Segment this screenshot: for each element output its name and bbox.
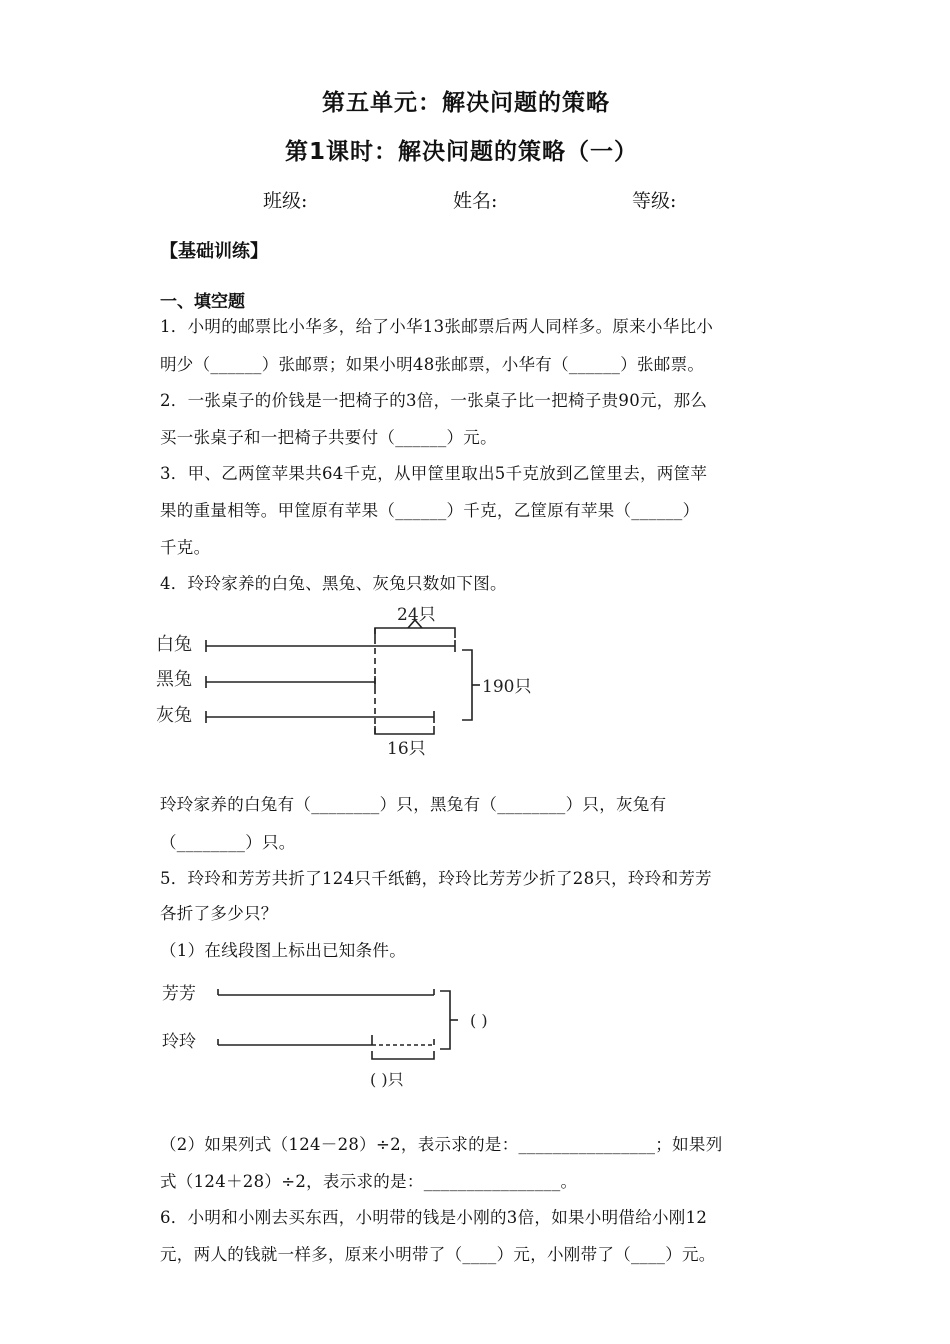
- bottom-brace: [375, 726, 434, 734]
- unit-title: 第五单元：解决问题的策略: [322, 90, 610, 116]
- q5-sub1: （1）在线段图上标出已知条件。: [160, 941, 406, 960]
- top-brace-label: 24只: [397, 605, 436, 625]
- q5-bottom-brace: [372, 1051, 434, 1059]
- q5-line1: 5．玲玲和芳芳共折了124只千纸鹤，玲玲比芳芳少折了28只，玲玲和芳芳: [160, 869, 712, 888]
- q5-bottom-blank: ( )只: [370, 1070, 404, 1089]
- diagram-label-fangfang: 芳芳: [162, 984, 196, 1004]
- right-brace-label: 190只: [482, 677, 532, 697]
- lesson-title: 第1课时：解决问题的策略（一）: [285, 139, 639, 165]
- q5-right-brace: [440, 991, 450, 1049]
- diagram-label-white-rabbit: 白兔: [156, 634, 192, 655]
- diagram-label-black-rabbit: 黑兔: [156, 669, 192, 690]
- q5-line2: 各折了多少只？: [160, 904, 278, 923]
- q2-line1: 2．一张桌子的价钱是一把椅子的3倍，一张桌子比一把椅子贵90元，那么: [160, 391, 708, 410]
- top-brace: [375, 628, 455, 638]
- q4-answer-line1: 玲玲家养的白兔有（________）只，黑兔有（________）只，灰兔有: [160, 795, 667, 814]
- q2-line2: 买一张桌子和一把椅子共要付（______）元。: [160, 428, 497, 447]
- grade-label: 等级:: [632, 190, 677, 212]
- rabbit-line-diagram: [150, 598, 550, 758]
- q6-line1: 6．小明和小刚去买东西，小明带的钱是小刚的3倍，如果小明借给小刚12: [160, 1208, 708, 1227]
- q1-line1: 1．小明的邮票比小华多，给了小华13张邮票后两人同样多。原来小华比小: [160, 317, 714, 336]
- bottom-brace-label: 16只: [387, 739, 426, 758]
- name-label: 姓名:: [453, 190, 498, 212]
- paper-crane-line-diagram: [150, 975, 570, 1095]
- q3-line2: 果的重量相等。甲筐原有苹果（______）千克，乙筐原有苹果（______）: [160, 501, 700, 520]
- diagram-label-lingling: 玲玲: [162, 1032, 196, 1052]
- q4-answer-line2: （________）只。: [160, 833, 296, 852]
- q6-line2: 元，两人的钱就一样多，原来小明带了（____）元，小刚带了（____）元。: [160, 1245, 716, 1264]
- q1-line2: 明少（______）张邮票；如果小明48张邮票，小华有（______）张邮票。: [160, 355, 705, 374]
- q3-line3: 千克。: [160, 538, 211, 557]
- q5-sub2-line1: （2）如果列式（124－28）÷2，表示求的是：________________；如果列: [160, 1135, 723, 1154]
- class-label: 班级:: [263, 190, 308, 212]
- right-brace: [462, 650, 472, 720]
- q5-sub2-line2: 式（124＋28）÷2，表示求的是：________________。: [160, 1172, 578, 1191]
- q5-right-blank: ( ): [470, 1011, 488, 1030]
- section-basic-training: 【基础训练】: [160, 241, 268, 262]
- diagram-label-gray-rabbit: 灰兔: [156, 705, 192, 726]
- q4-line1: 4．玲玲家养的白兔、黑兔、灰兔只数如下图。: [160, 574, 507, 593]
- q3-line1: 3．甲、乙两筐苹果共64千克，从甲筐里取出5千克放到乙筐里去，两筐苹: [160, 464, 708, 483]
- part-one-heading: 一、填空题: [160, 292, 245, 312]
